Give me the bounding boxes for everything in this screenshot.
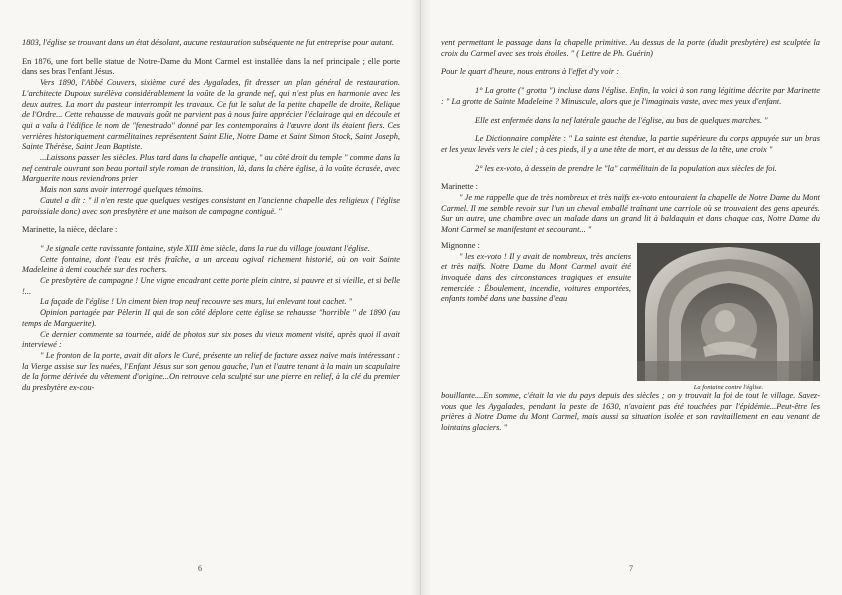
paragraph: ...Laissons passer les siècles. Plus tard dans la chapelle antique, " au côté droit du temple " comme dans la nef centrale ouvrant son beau portail style roman de transition, là, dans la chère église, à la voûte écrasée, avec Marguerite nous reviendrons prier xyxy=(22,153,400,184)
paragraph: vent permettant le passage dans la chapelle primitive. Au dessus de la porte (dudit presbytère) est sculptée la croix du Carmel avec ses trois étoiles. " ( Lettre de Ph. Guérin) xyxy=(441,38,820,58)
paragraph: Vers 1890, l'Abbé Couvers, sixième curé des Aygalades, fit dresser un plan général de restauration. L'architecte Dupoux surélèva considérablement la voûte de la grande nef, qui n'est plus en harmonie avec les deux autres. La mort du pasteur interrompit les travaux. Ce fut le salut de la petite chapelle de droite, Relique de l'Ordre... Cette rehausse de mauvais goût ne parvient pas à nous faire apprécier l'éclairage qui en découle et qui a valu à l'édifice le nom de "fenestrado" donné par les contemporains à l'œuvre dont ils étaient fiers. Ces verrières historiquement carmélitaines représentent Saint Elie, Notre Dame et Saint Simon Stock, Saint Joseph, Sainte Thérèse, Saint Jean Baptiste. xyxy=(22,78,400,152)
paragraph: " Le fronton de la porte, avait dit alors le Curé, présente un relief de facture assez naïve mais intéressant : la Vierge assise sur les nuées, l'Enfant Jésus sur son genou gauche, l'un et l'autre tenant à la main un scapulaire de la forme dérivée du vêtement d'origine...On retrouve cela sculpté sur une pierre en relief, à la clé du premier du presbytère ex-cou- xyxy=(22,350,400,393)
paragraph: La façade de l'église ! Un ciment bien trop neuf recouvre ses murs, lui enlevant tout cachet. " xyxy=(40,297,353,307)
right-page xyxy=(421,0,842,595)
paragraph: Le Dictionnaire complète : " La sainte est étendue, la partie supérieure du corps appuyée sur un bras et les yeux levés vers le ciel ; à ces pieds, il y a une tête de mort, et au dessus de la tête, une croix " xyxy=(441,134,820,154)
figure xyxy=(637,243,820,391)
paragraph: En 1876, une fort belle statue de Notre-Dame du Mont Carmel est installée dans la nef principale ; elle porte dans ses bras l'enfant Jésus. xyxy=(22,56,400,77)
page-number: 6 xyxy=(198,564,202,573)
gutter-shadow xyxy=(421,0,431,595)
paragraph: 1803, l'église se trouvant dans un état désolant, aucune restauration subséquente ne fut entreprise pour autant. xyxy=(22,38,395,47)
paragraph: 1° La grotte (" grotta ") incluse dans l'église. Enfin, la voici à son rang légitime décrite par Marinette : " La grotte de Sainte Madeleine ? Minuscule, alors que je l'imaginais vaste, avec mes yeux d'enfant. xyxy=(441,86,820,106)
paragraph: Opinion partagée par Pèlerin II qui de son côté déplore cette église se rehausse "horrible " de 1890 (au temps de Marguerite). xyxy=(22,308,400,328)
paragraph: Elle est enfermée dans la nef latérale gauche de l'église, au bas de quelques marches. " xyxy=(475,115,768,125)
paragraph: bouillante....En somme, c'était la vie du pays depuis des siècles ; on y trouvait la foi de tout le village. Savez-vous que les Aygalades, pendant la peste de 1630, n'avaient pas été touchées par l'épidémie...Peut-être les prières à Notre Dame du Mont Carmel, mais aussi sa situation isolée et son ravitaillement en eau venant de lointains glaciers. " xyxy=(441,390,820,432)
figure-row xyxy=(441,241,820,391)
paragraph: Mais non sans avoir interrogé quelques témoins. xyxy=(40,185,204,195)
paragraph: Marinette, la nièce, déclare : xyxy=(22,225,118,235)
fountain-arch-image xyxy=(637,243,820,381)
paragraph: Pour le quart d'heure, nous entrons à l'effet d'y voir : xyxy=(441,67,620,77)
paragraph: Mignonne : xyxy=(441,240,480,250)
paragraph: " les ex-voto ! Il y avait de nombreux, très anciens et très naïfs. Notre Dame du Mont Carmel avait été invoquée dans des circonstances tragiques et ensuite remerciée : Éboulement, incendie, voitures emportées, enfants tombé dans une bassine d'eau xyxy=(441,251,631,304)
paragraph: 2° les ex-voto, à dessein de prendre le "la" carmélitain de la population aux siècles de foi. xyxy=(475,163,777,173)
figure-caption: La fontaine contre l'église. xyxy=(693,383,764,391)
paragraph: Cette fontaine, dont l'eau est très fraîche, a un arceau ogival richement historié, où on voit Sainte Madeleine à demi couchée sur des rochers. xyxy=(22,254,400,275)
gutter-shadow xyxy=(410,0,420,595)
figure-side-text xyxy=(441,241,637,391)
paragraph: " Je signale cette ravissante fontaine, style XIII ème siècle, dans la rue du village jouxtant l'église. xyxy=(40,243,370,253)
paragraph: Ce presbytère de campagne ! Une vigne encadrant cette porte plein cintre, si pauvre et si vieille, et si belle !... xyxy=(22,276,400,296)
paragraph: Cautel a dit : " il n'en reste que quelques vestiges consistant en l'ancienne chapelle des religieux ( l'église paroissiale donc) avec son presbytère et une maison de campagne contiguë. " xyxy=(22,195,400,216)
page-number: 7 xyxy=(629,564,633,573)
paragraph: Ce dernier commente sa tournée, aidé de photos sur six poses du vieux moment visité, après quoi il avait interviewé : xyxy=(22,329,400,350)
paragraph: " Je me rappelle que de très nombreux et très naïfs ex-voto entouraient la chapelle de Notre Dame du Mont Carmel. Il me semble revoir sur l'un un cheval emballé traînant une carriole où se trouvaient des gens apeurés. Sur un autre, une chambre avec un malade dans un grand lit à baldaquin et dans chaque cas, Notre Dame du Mont Carmel se manifestant et secourant... " xyxy=(441,193,820,235)
paragraph: Marinette : xyxy=(441,182,478,192)
fountain-photo xyxy=(637,243,820,381)
